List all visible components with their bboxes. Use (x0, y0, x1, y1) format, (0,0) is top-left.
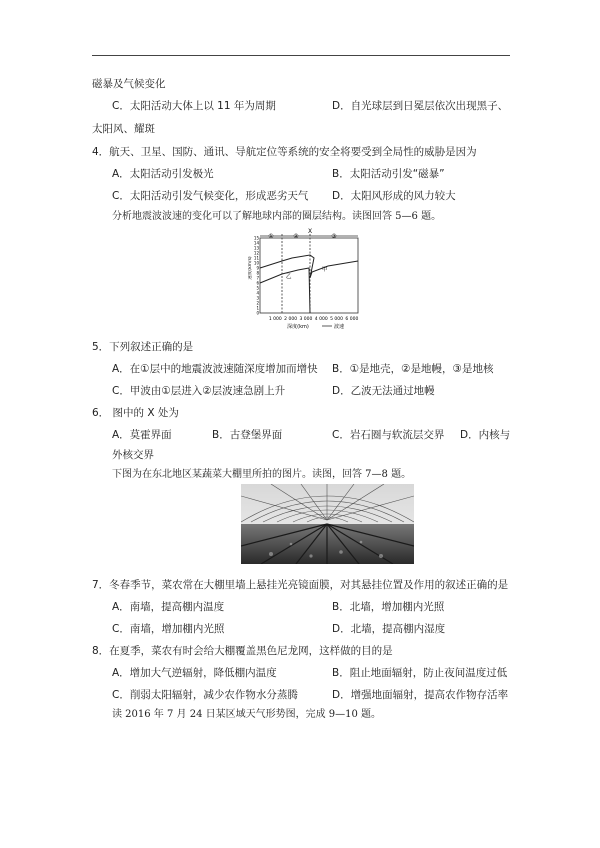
y-tick-label: 8 (256, 270, 259, 276)
q4-option-d: D．太阳风形成的风力较大 (332, 190, 456, 202)
greenhouse-intro: 下图为在东北地区某蔬菜大棚里所拍的图片。读图，回答 7—8 题。 (112, 469, 412, 480)
y-tick-label: 7 (256, 275, 259, 281)
q7-option-d: D．北墙，提高棚内湿度 (332, 623, 446, 635)
q6-stem: 6． 图中的 X 处为 (92, 407, 179, 419)
y-axis-label: 速度(km/s) (248, 256, 253, 280)
q5-stem: 5．下列叙述正确的是 (92, 341, 194, 353)
q7-option-a: A．南墙，提高棚内温度 (112, 601, 225, 613)
y-tick-label: 4 (256, 290, 259, 296)
q6-option-d-continued: 外核交界 (112, 449, 154, 461)
y-tick-label: 6 (256, 280, 259, 286)
layer-label-2: ② (293, 233, 299, 240)
q5-option-a: A．在①层中的地震波波速随深度增加而增快 (112, 363, 318, 375)
layer-label-1: ① (268, 233, 274, 240)
q6-option-d: D．内核与 (460, 429, 511, 441)
y-tick-label: 12 (253, 250, 259, 256)
q6-option-a: A．莫霍界面 (112, 429, 172, 441)
q4-option-c: C．太阳活动引发气候变化，形成恶劣天气 (112, 190, 309, 202)
q5-option-d: D．乙波无法通过地幔 (332, 385, 435, 397)
x-axis-label: 深度(km) (287, 324, 309, 330)
y-tick-label: 9 (256, 265, 259, 271)
q3-option-c: C．太阳活动大体上以 11 年为周期 (112, 100, 276, 112)
q8-option-a: A．增加大气逆辐射，降低棚内温度 (112, 667, 277, 679)
x-marker: X (307, 228, 313, 235)
x-tick-label: 6 000 (345, 317, 359, 322)
y-tick-label: 5 (256, 285, 259, 291)
y-tick-labels (254, 236, 260, 316)
q3-continuation: 磁暴及气候变化 (92, 78, 166, 90)
y-tick-label: 14 (253, 240, 259, 246)
y-tick-label: 3 (256, 295, 259, 301)
q8-option-c: C．削弱太阳辐射，减少农作物水分蒸腾 (112, 689, 298, 701)
q6-option-c: C．岩石圈与软流层交界 (332, 429, 445, 441)
y-tick-label: 15 (253, 235, 259, 241)
x-tick-label: 4 000 (314, 317, 328, 322)
s-wave-curve (260, 268, 310, 313)
y-tick-label: 1 (256, 305, 259, 311)
y-tick-label: 13 (253, 245, 259, 251)
y-tick-label: 11 (253, 255, 259, 261)
q3-option-d-continued: 太阳风、耀斑 (92, 123, 155, 135)
q7-stem: 7．冬春季节，菜农常在大棚里墙上悬挂光亮镜面膜，对其悬挂位置及作用的叙述正确的是 (92, 579, 509, 591)
q8-option-d: D．增强地面辐射，提高农作物存活率 (332, 689, 509, 701)
legend-label: 波速 (334, 324, 345, 330)
seismic-intro: 分析地震波波速的变化可以了解地球内部的圈层结构。读图回答 5—6 题。 (112, 211, 442, 222)
q7-option-c: C．南墙，增加棚内光照 (112, 623, 225, 635)
greenhouse-photo (241, 484, 414, 564)
weather-intro: 读 2016 年 7 月 24 日某区域天气形势图，完成 9—10 题。 (112, 709, 382, 720)
q6-option-b: B．古登堡界面 (212, 429, 283, 441)
q4-stem: 4．航天、卫星、国防、通讯、导航定位等系统的安全将要受到全局性的威胁是因为 (92, 146, 477, 158)
wave-label-jia: 甲 (322, 267, 328, 273)
x-tick-labels (269, 316, 359, 322)
header-rule (92, 55, 510, 56)
layer-label-3: ③ (331, 233, 337, 240)
x-tick-label: 2 000 (284, 317, 298, 322)
x-tick-label: 1 000 (268, 317, 282, 322)
x-tick-label: 5 000 (330, 317, 344, 322)
q3-option-d: D．自光球层到日冕层依次出现黑子、 (332, 100, 509, 112)
y-tick-label: 2 (256, 300, 259, 306)
q8-option-b: B．阻止地面辐射，防止夜间温度过低 (332, 667, 508, 679)
y-tick-label: 10 (253, 260, 259, 266)
seismic-wave-chart (248, 228, 368, 330)
q7-option-b: B．北墙，增加棚内光照 (332, 601, 445, 613)
q4-option-b: B．太阳活动引发“磁暴” (332, 168, 445, 180)
q5-option-c: C．甲波由①层进入②层波速急剧上升 (112, 385, 286, 397)
wave-label-yi: 乙 (286, 274, 292, 280)
q4-option-a: A．太阳活动引发极光 (112, 168, 214, 180)
q8-stem: 8．在夏季，菜农有时会给大棚覆盖黑色尼龙网，这样做的目的是 (92, 645, 393, 657)
q5-option-b: B．①是地壳，②是地幔，③是地核 (332, 363, 494, 375)
x-tick-label: 3 000 (299, 317, 313, 322)
y-tick-label: 0 (256, 310, 259, 316)
